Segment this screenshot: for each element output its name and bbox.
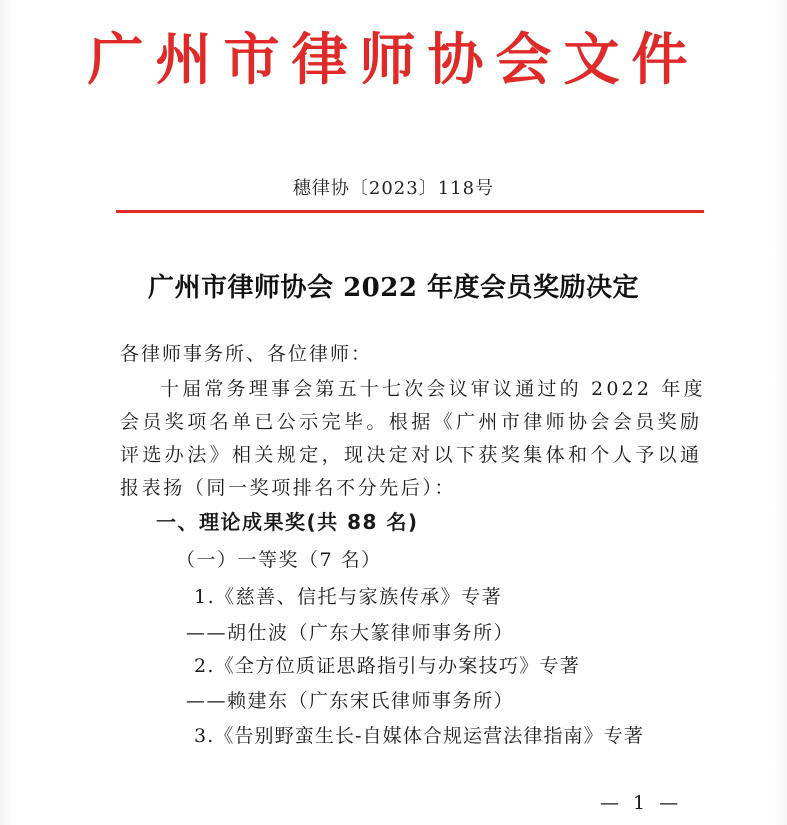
red-divider-line xyxy=(116,210,704,213)
award-entry: 1.《慈善、信托与家族传承》专著 xyxy=(194,586,503,608)
document-number: 穗律协〔2023〕118号 xyxy=(292,178,495,199)
award-entry: 3.《告别野蛮生长-自媒体合规运营法律指南》专著 xyxy=(194,725,644,747)
salutation: 各律师事务所、各位律师： xyxy=(120,343,373,365)
subsection-heading: （一）一等奖（7 名） xyxy=(176,549,382,571)
document-title: 广州市律师协会 2022 年度会员奖励决定 xyxy=(148,273,639,303)
award-author: ——赖建东（广东宋氏律师事务所） xyxy=(186,690,515,712)
award-author: ——胡仕波（广东大篆律师事务所） xyxy=(186,622,515,644)
body-paragraph-line: 会员奖项名单已公示完毕。根据《广州市律师协会会员奖励 xyxy=(120,411,703,433)
body-paragraph-line: 报表扬（同一奖项排名不分先后）： xyxy=(120,477,457,499)
award-entry: 2.《全方位质证思路指引与办案技巧》专著 xyxy=(194,655,581,677)
body-paragraph-line: 十届常务理事会第五十七次会议审议通过的 2022 年度 xyxy=(160,378,706,400)
body-paragraph-line: 评选办法》相关规定，现决定对以下获奖集体和个人予以通 xyxy=(120,444,703,466)
page-number: — 1 — xyxy=(600,792,683,814)
section-heading: 一、理论成果奖(共 88 名) xyxy=(156,510,419,534)
masthead-title: 广州市律师协会文件 xyxy=(87,27,700,93)
